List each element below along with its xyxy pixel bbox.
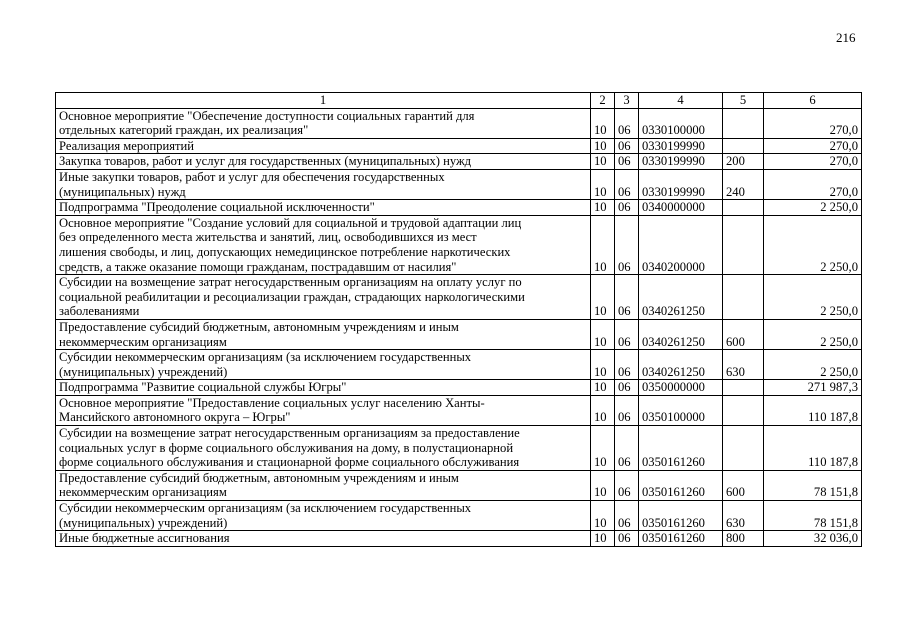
row-subsection-cell: 06 (615, 395, 639, 425)
header-col-2: 2 (591, 93, 615, 109)
row-name-line: отдельных категорий граждан, их реализация" (59, 123, 309, 138)
table-row (56, 470, 862, 500)
row-name-cell (56, 108, 591, 138)
row-sum-cell: 270,0 (764, 154, 862, 170)
table-body (56, 108, 862, 546)
header-col-1: 1 (56, 93, 591, 109)
row-code-cell: 0340000000 (639, 200, 723, 216)
table-row (56, 501, 862, 531)
row-subsection-cell: 06 (615, 350, 639, 380)
row-section-cell: 10 (591, 350, 615, 380)
row-name-line: Основное мероприятие "Создание условий для социальной и трудовой адаптации лиц (59, 215, 522, 230)
row-section-cell: 10 (591, 215, 615, 274)
header-row (56, 93, 862, 109)
table-row (56, 215, 862, 274)
row-type-cell: 200 (723, 154, 764, 170)
table-row (56, 275, 862, 320)
row-name-cell (56, 501, 591, 531)
row-name-line: Предоставление субсидий бюджетным, автономным учреждениям и иным (59, 470, 459, 485)
row-name-line: Субсидии на возмещение затрат негосударственным организациям за предоставление (59, 426, 520, 441)
row-sum-cell: 270,0 (764, 169, 862, 199)
row-code-cell: 0330100000 (639, 108, 723, 138)
table-row (56, 319, 862, 349)
row-name-line: Субсидии некоммерческим организациям (за исключением государственных (59, 350, 472, 365)
row-name-line: (муниципальных) учреждений) (59, 364, 228, 379)
row-sum-cell: 110 187,8 (764, 395, 862, 425)
table-row (56, 200, 862, 216)
row-name-line: некоммерческим организациям (59, 334, 227, 349)
row-sum-cell: 2 250,0 (764, 319, 862, 349)
row-type-cell: 630 (723, 350, 764, 380)
row-name-line: средств, а также оказание помощи гражданам, пострадавшим от насилия" (59, 259, 457, 274)
header-col-3: 3 (615, 93, 639, 109)
table-row (56, 350, 862, 380)
page-number: 216 (836, 30, 856, 45)
row-name-line: Мансийского автономного округа – Югры" (59, 410, 291, 425)
row-name-line: социальных услуг в форме социального обслуживания на дому, в полустационарной (59, 440, 514, 455)
row-code-cell: 0350000000 (639, 380, 723, 396)
row-sum-cell: 2 250,0 (764, 215, 862, 274)
row-name-cell (56, 275, 591, 320)
row-subsection-cell: 06 (615, 380, 639, 396)
table-row (56, 169, 862, 199)
row-sum-cell: 78 151,8 (764, 501, 862, 531)
row-name-line: без определенного места жительства и занятий, лиц, освободившихся из мест (59, 230, 477, 245)
row-name-line: Подпрограмма "Преодоление социальной исключенности" (59, 200, 375, 215)
row-name-line: Субсидии на возмещение затрат негосударственным организациям на оплату услуг по (59, 275, 522, 290)
row-section-cell: 10 (591, 169, 615, 199)
row-subsection-cell: 06 (615, 215, 639, 274)
row-name-line: Основное мероприятие "Обеспечение доступности социальных гарантий для (59, 108, 475, 123)
row-code-cell: 0350161260 (639, 426, 723, 471)
row-name-line: Реализация мероприятий (59, 138, 194, 153)
table-row (56, 380, 862, 396)
row-name-cell (56, 215, 591, 274)
row-section-cell: 10 (591, 395, 615, 425)
row-section-cell: 10 (591, 531, 615, 547)
budget-table (55, 92, 862, 547)
row-section-cell: 10 (591, 108, 615, 138)
table-row (56, 531, 862, 547)
row-name-line: Иные бюджетные ассигнования (59, 531, 230, 546)
row-code-cell: 0350161260 (639, 470, 723, 500)
row-sum-cell: 2 250,0 (764, 200, 862, 216)
row-type-cell (723, 380, 764, 396)
row-subsection-cell: 06 (615, 319, 639, 349)
table-row (56, 154, 862, 170)
row-name-cell (56, 380, 591, 396)
row-name-line: некоммерческим организациям (59, 485, 227, 500)
row-name-cell (56, 395, 591, 425)
row-name-cell (56, 426, 591, 471)
row-name-cell (56, 169, 591, 199)
row-sum-cell: 270,0 (764, 108, 862, 138)
row-type-cell (723, 395, 764, 425)
row-code-cell: 0330199990 (639, 138, 723, 154)
row-subsection-cell: 06 (615, 169, 639, 199)
row-type-cell: 600 (723, 470, 764, 500)
row-type-cell: 800 (723, 531, 764, 547)
row-name-cell (56, 154, 591, 170)
row-code-cell: 0330199990 (639, 169, 723, 199)
row-section-cell: 10 (591, 501, 615, 531)
table-row (56, 426, 862, 471)
table-header (56, 93, 862, 109)
row-code-cell: 0340261250 (639, 319, 723, 349)
row-section-cell: 10 (591, 426, 615, 471)
row-section-cell: 10 (591, 275, 615, 320)
row-section-cell: 10 (591, 200, 615, 216)
row-section-cell: 10 (591, 319, 615, 349)
table-row (56, 138, 862, 154)
table-row (56, 108, 862, 138)
row-type-cell: 240 (723, 169, 764, 199)
row-sum-cell: 32 036,0 (764, 531, 862, 547)
row-subsection-cell: 06 (615, 154, 639, 170)
row-type-cell: 630 (723, 501, 764, 531)
row-name-line: Закупка товаров, работ и услуг для государственных (муниципальных) нужд (59, 154, 472, 169)
row-section-cell: 10 (591, 154, 615, 170)
row-name-line: Иные закупки товаров, работ и услуг для обеспечения государственных (59, 169, 445, 184)
header-col-5: 5 (723, 93, 764, 109)
row-type-cell (723, 275, 764, 320)
row-code-cell: 0350161260 (639, 531, 723, 547)
row-sum-cell: 2 250,0 (764, 275, 862, 320)
row-name-line: Предоставление субсидий бюджетным, автономным учреждениям и иным (59, 319, 459, 334)
row-name-cell (56, 470, 591, 500)
row-code-cell: 0350161260 (639, 501, 723, 531)
row-subsection-cell: 06 (615, 108, 639, 138)
row-name-cell (56, 531, 591, 547)
row-type-cell (723, 200, 764, 216)
row-sum-cell: 2 250,0 (764, 350, 862, 380)
header-col-6: 6 (764, 93, 862, 109)
row-name-line: заболеваниями (59, 304, 140, 319)
row-name-cell (56, 350, 591, 380)
row-name-line: Основное мероприятие "Предоставление социальных услуг населению Ханты- (59, 395, 485, 410)
row-name-line: форме социального обслуживания и стационарной форме социального обслуживания (59, 455, 520, 470)
table-row (56, 395, 862, 425)
row-name-cell (56, 138, 591, 154)
row-sum-cell: 271 987,3 (764, 380, 862, 396)
row-name-line: лишения свободы, и лиц, допускающих немедицинское потребление наркотических (59, 244, 511, 259)
row-sum-cell: 270,0 (764, 138, 862, 154)
row-code-cell: 0340261250 (639, 275, 723, 320)
row-code-cell: 0350100000 (639, 395, 723, 425)
row-name-line: (муниципальных) нужд (59, 184, 186, 199)
row-section-cell: 10 (591, 138, 615, 154)
row-type-cell: 600 (723, 319, 764, 349)
header-col-4: 4 (639, 93, 723, 109)
row-type-cell (723, 138, 764, 154)
row-name-cell (56, 200, 591, 216)
row-name-line: социальной реабилитации и ресоциализации граждан, страдающих наркологическими (59, 289, 525, 304)
row-section-cell: 10 (591, 380, 615, 396)
row-name-line: (муниципальных) учреждений) (59, 515, 228, 530)
row-sum-cell: 110 187,8 (764, 426, 862, 471)
row-subsection-cell: 06 (615, 138, 639, 154)
row-code-cell: 0330199990 (639, 154, 723, 170)
row-code-cell: 0340261250 (639, 350, 723, 380)
row-name-cell (56, 319, 591, 349)
row-subsection-cell: 06 (615, 501, 639, 531)
row-subsection-cell: 06 (615, 470, 639, 500)
row-type-cell (723, 215, 764, 274)
row-subsection-cell: 06 (615, 426, 639, 471)
row-section-cell: 10 (591, 470, 615, 500)
row-subsection-cell: 06 (615, 200, 639, 216)
row-subsection-cell: 06 (615, 531, 639, 547)
row-type-cell (723, 108, 764, 138)
row-type-cell (723, 426, 764, 471)
row-subsection-cell: 06 (615, 275, 639, 320)
row-sum-cell: 78 151,8 (764, 470, 862, 500)
row-code-cell: 0340200000 (639, 215, 723, 274)
row-name-line: Субсидии некоммерческим организациям (за исключением государственных (59, 501, 472, 516)
row-name-line: Подпрограмма "Развитие социальной службы Югры" (59, 380, 347, 395)
